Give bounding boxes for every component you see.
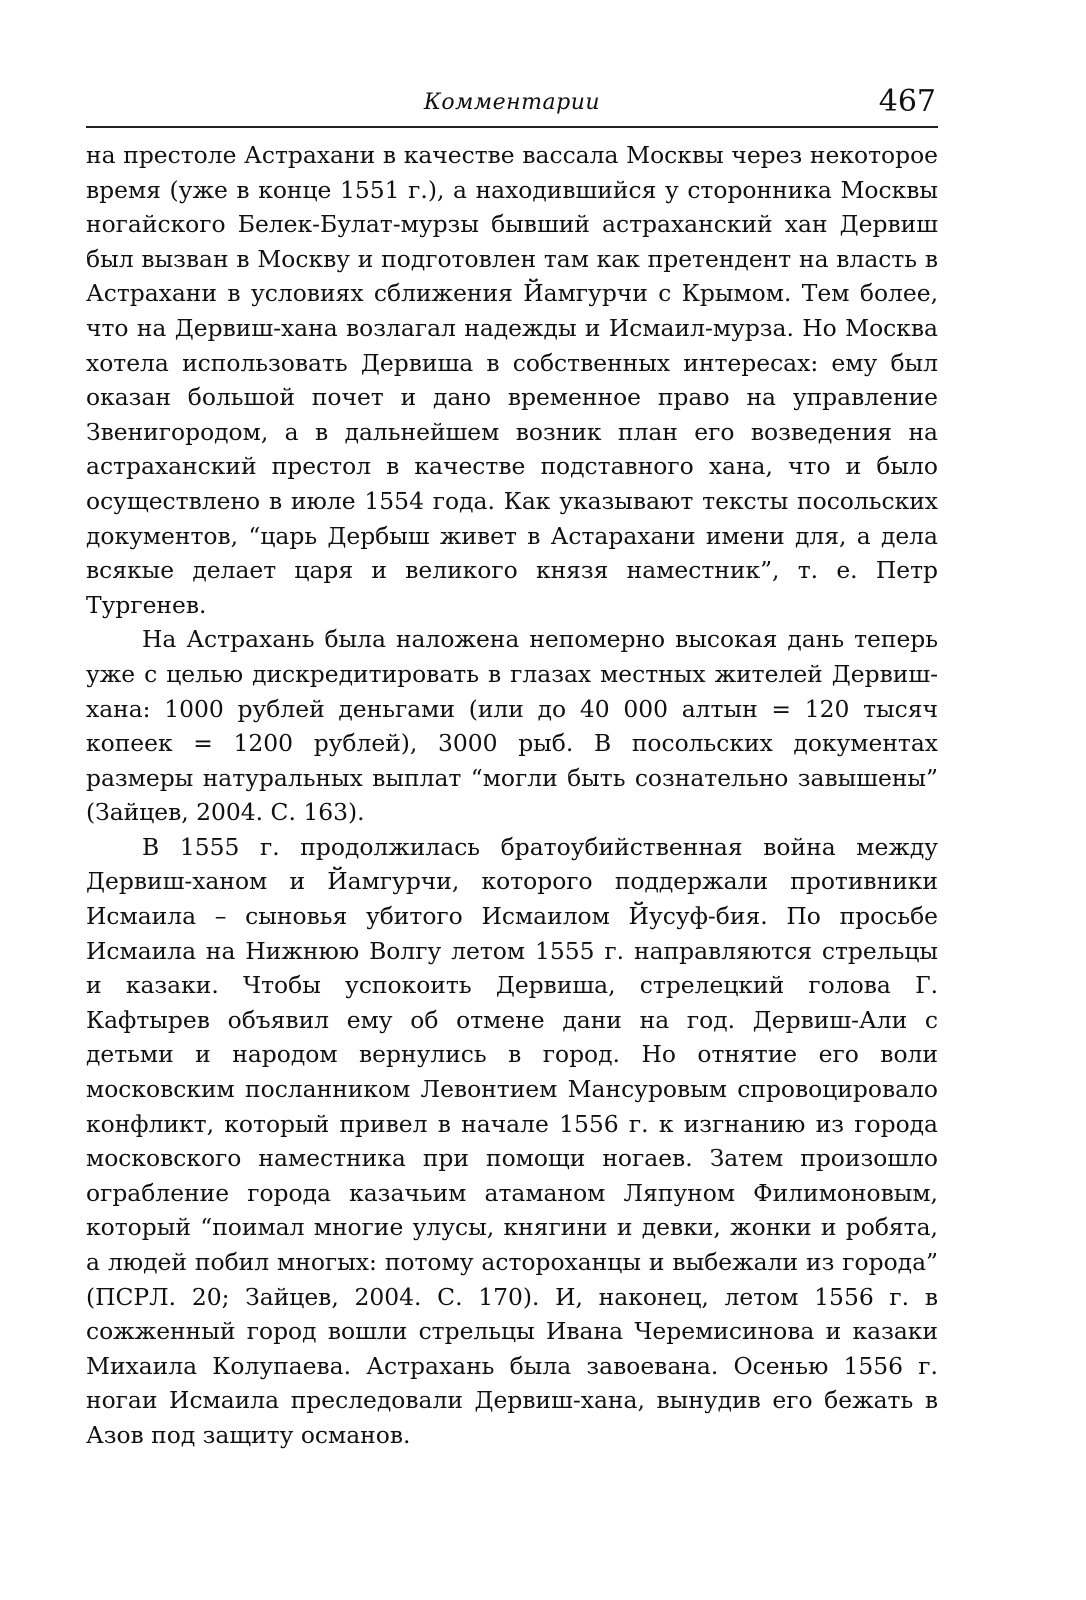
paragraph-war-1555: В 1555 г. продолжилась братоубийственная война между Дервиш-ханом и Йамгурчи, которого поддержали противники Исмаила – сыновья убитого Исмаилом Йусуф-бия. По просьбе Исмаила на Нижнюю Волгу летом 1555 г. направляются стрельцы и казаки. Чтобы успокоить Дервиша, стрелецкий голова Г. Кафтырев объявил ему об отмене дани на год. Дервиш-Али с детьми и народом вернулись в город. Но отнятие его воли московским посланником Левонтием Мансуровым спровоцировало конфликт, который привел в начале 1556 г. к изгнанию из города московского наместника при помощи ногаев. Затем произошло ограбление города казачьим атаманом Ляпуном Филимоновым, который “поимал многие улусы, княгини и девки, жонки и робята, а людей побил многых: потому астороханцы и выбежали из города” (ПСРЛ. 20; Зайцев, 2004. С. 170). И, наконец, летом 1556 г. в сожженный город вошли стрельцы Ивана Черемисинова и казаки Михаила Колупаева. Астрахань была завоевана. Осенью 1556 г. ногаи Исмаила преследовали Дервиш-хана, вынудив его бежать в Азов под защиту османов. <box>86 832 938 1449</box>
paragraph-continuation: на престоле Астрахани в качестве вассала Москвы через некоторое время (уже в конце 1551 г.), а находившийся у сторонника Москвы ногайского Белек-Булат-мурзы бывший астраханский хан Дервиш был вызван в Москву и подготовлен там как претендент на власть в Астрахани в условиях сближения Йамгурчи с Крымом. Тем более, что на Дервиш-хана возлагал надежды и Исмаил-мурза. Но Москва хотела использовать Дервиша в собственных интересах: ему был оказан большой почет и дано временное право на управление Звенигородом, а в дальнейшем возник план его возведения на астраханский престол в качестве подставного хана, что и было осуществлено в июле 1554 года. Как указывают тексты посольских документов, “царь Дербыш живет в Астарахани имени для, а дела всякые делает царя и великого князя наместник”, т. е. Петр Тургенев. <box>86 141 938 619</box>
page-number: 467 <box>878 84 936 119</box>
paragraph-tribute: На Астрахань была наложена непомерно высокая дань теперь уже с целью дискредитировать в глазах местных жителей Дервиш-хана: 1000 рублей деньгами (или до 40 000 алтын = 120 тысяч копеек = 1200 рублей), 3000 рыб. В посольских документах размеры натуральных выплат “могли быть сознательно завышены” (Зайцев, 2004. С. 163). <box>86 625 938 827</box>
body-text <box>86 138 938 1453</box>
running-title: Комментарии <box>423 90 601 115</box>
running-header <box>86 82 938 128</box>
book-page <box>86 82 938 1582</box>
